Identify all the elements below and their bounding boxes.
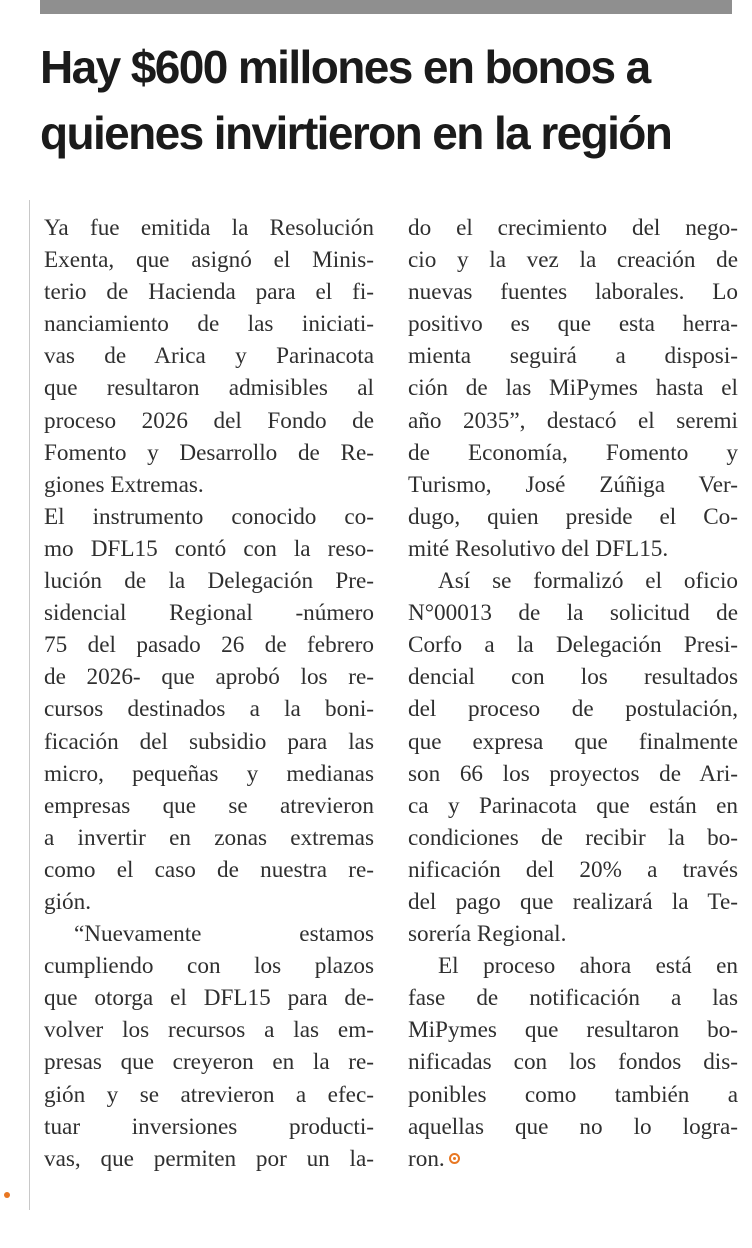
article-text-line: N°00013 de la solicitud de bbox=[408, 600, 738, 627]
article-text-line: del proceso de postulación, bbox=[408, 696, 738, 723]
article-text-line: fase de notificación a las bbox=[408, 985, 738, 1012]
article-text-line: del pago que realizará la Te- bbox=[408, 888, 738, 915]
article-text-line: Turismo, José Zúñiga Ver- bbox=[408, 471, 738, 498]
article-text-line: sidencial Regional -número bbox=[44, 600, 374, 627]
article-text-line: como el caso de nuestra re- bbox=[44, 856, 374, 883]
article-text-line: que resultaron admisibles al bbox=[44, 375, 374, 402]
circle-end-mark-icon bbox=[449, 1153, 460, 1164]
article-text-line: mité Resolutivo del DFL15. bbox=[408, 535, 669, 562]
article-text-line: condiciones de recibir la bo- bbox=[408, 824, 738, 851]
article-text-line: lución de la Delegación Pre- bbox=[44, 568, 374, 595]
article-text-line: volver los recursos a las em- bbox=[44, 1017, 374, 1044]
article-text-line: Así se formalizó el oficio bbox=[438, 568, 738, 595]
article-text-line: gión. bbox=[44, 888, 92, 915]
article-text-line: mienta seguirá a disposi- bbox=[408, 343, 738, 370]
article-text-line: mo DFL15 contó con la reso- bbox=[44, 535, 374, 562]
article-text-line: son 66 los proyectos de Ari- bbox=[408, 760, 738, 787]
article-text-line: tuar inversiones producti- bbox=[44, 1113, 374, 1140]
article-text-line: gión y se atrevieron a efec- bbox=[44, 1081, 374, 1108]
article-text-line: año 2035”, destacó el seremi bbox=[408, 407, 738, 434]
article-text-line: Corfo a la Delegación Presi- bbox=[408, 632, 738, 659]
article-text-line: empresas que se atrevieron bbox=[44, 792, 374, 819]
article-text-line: nificación del 20% a través bbox=[408, 856, 738, 883]
article-text-line: Ya fue emitida la Resolución bbox=[44, 215, 374, 241]
header-bar bbox=[40, 0, 732, 14]
article-text-line: de 2026- que aprobó los re- bbox=[44, 664, 374, 691]
article-text-line: vas de Arica y Parinacota bbox=[44, 343, 374, 370]
article-text-line: vas, que permiten por un la- bbox=[44, 1145, 374, 1172]
article-text-line: ca y Parinacota que están en bbox=[408, 792, 738, 819]
article-text-line: ron. bbox=[408, 1143, 738, 1175]
article-text-line: dencial con los resultados bbox=[408, 664, 738, 691]
article-text-line: Fomento y Desarrollo de Re- bbox=[44, 439, 374, 466]
article-text-line: nanciamiento de las iniciati- bbox=[44, 311, 374, 338]
article-text-line: terio de Hacienda para el fi- bbox=[44, 279, 374, 306]
margin-marker bbox=[4, 1192, 10, 1198]
article-text-line: do el crecimiento del nego- bbox=[408, 215, 738, 241]
article-text-line: 75 del pasado 26 de febrero bbox=[44, 632, 374, 659]
article-text-line: ción de las MiPymes hasta el bbox=[408, 375, 738, 402]
article-text-line: que expresa que finalmente bbox=[408, 728, 738, 755]
article-text-line: El proceso ahora está en bbox=[438, 953, 738, 980]
article-text-line: “Nuevamente estamos bbox=[74, 921, 374, 948]
article-text-line: proceso 2026 del Fondo de bbox=[44, 407, 374, 434]
article-text-line: a invertir en zonas extremas bbox=[44, 824, 374, 851]
article-text-line: giones Extremas. bbox=[44, 471, 204, 498]
article-text-line: nuevas fuentes laborales. Lo bbox=[408, 279, 738, 306]
article-text-line: sorería Regional. bbox=[408, 921, 567, 948]
headline: Hay $600 millones en bonos a quienes invirtieron en la región bbox=[40, 41, 672, 159]
article-text-line: El instrumento conocido co- bbox=[44, 503, 374, 530]
article-text-line: cumpliendo con los plazos bbox=[44, 953, 374, 980]
article-text-line: que otorga el DFL15 para de- bbox=[44, 985, 374, 1012]
article-column-left bbox=[44, 212, 374, 1175]
article-text-line: cursos destinados a la boni- bbox=[44, 696, 374, 723]
article-text-line: de Economía, Fomento y bbox=[408, 439, 738, 466]
article-column-right bbox=[408, 212, 738, 1175]
article-text-line: ficación del subsidio para las bbox=[44, 728, 374, 755]
article-text-line: MiPymes que resultaron bo- bbox=[408, 1017, 738, 1044]
article-text-line: positivo es que esta herra- bbox=[408, 311, 738, 338]
article-text-line: micro, pequeñas y medianas bbox=[44, 760, 374, 787]
article-text-line: presas que creyeron en la re- bbox=[44, 1049, 374, 1076]
article-text-line: aquellas que no lo logra- bbox=[408, 1113, 738, 1140]
article-text-line: cio y la vez la creación de bbox=[408, 247, 738, 274]
article-text-line: dugo, quien preside el Co- bbox=[408, 503, 738, 530]
article-text-line: Exenta, que asignó el Minis- bbox=[44, 247, 374, 274]
column-divider bbox=[29, 200, 30, 1210]
article-text-line: nificadas con los fondos dis- bbox=[408, 1049, 738, 1076]
article-text-line: ponibles como también a bbox=[408, 1081, 738, 1108]
